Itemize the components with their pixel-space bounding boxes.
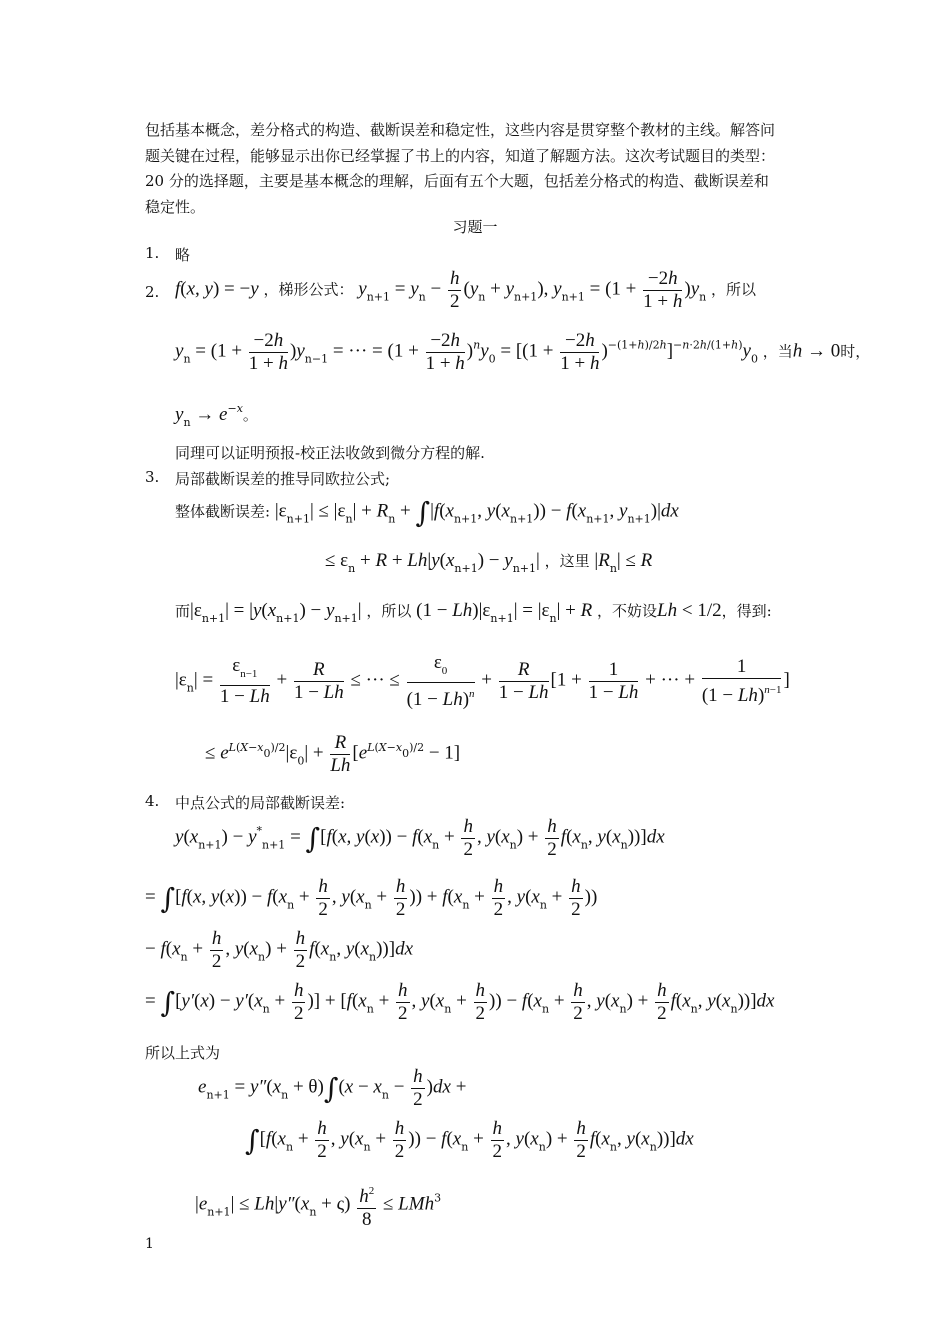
equation-line: 而$|\varepsilon_{n+1}| = |y(x_{n+1}) - y_{n+1}|$ ，所以 $(1 - Lh)|\varepsilon_{n+1}| = |\varepsilon_n| + R$ ，不妨设Lh < 1/2，得到:: [175, 600, 772, 625]
inline-text: ，不妨设: [597, 602, 658, 620]
intro-line: 稳定性。: [145, 197, 206, 216]
inline-text: ，这里: [544, 552, 590, 570]
equation-line: f(x, y) = −y ，梯形公式： $y_{n+1} = y_n$ − $\frac{h}{2}$ $(y_n + y_{n+1})$, $y_{n+1} = (1$ + $\frac{-2h}{1 + h}$ )$y_n$ ，所以: [175, 268, 757, 312]
equation-line: $y_n \to e^{-x}$。: [175, 402, 258, 429]
inline-text: ，当: [762, 342, 793, 361]
equation-line: = $\int[y'(x) - y'(x_n$ + $\frac{h}{2}$ )] + [$f(x_n$ + $\frac{h}{2}$ , $y(x_n$ + $\frac{h}{2}$ )) − $f(x_n$ + $\frac{h}{2}$ , $y(x_n)$ + $\frac{h}{2}$ $f(x_n$, $y(x_n))]dx$: [145, 980, 775, 1024]
equation-line: $|\varepsilon_n|$ = $\frac{\varepsilon_{n-1}}{1 - Lh}$ + $\frac{R}{1 - Lh}$ ≤ ··· ≤ $\frac{\varepsilon_0}{(1 - Lh)^n}$ + $\frac{R}{1 - Lh}$ [1 + $\frac{1}{1 - Lh}$ + ··· + $\frac{1}{(1 - Lh)^{n-1}}$ ]: [175, 652, 790, 710]
intro-line: 包括基本概念，差分格式的构造、截断误差和稳定性，这些内容是贯穿整个教材的主线。解答问: [145, 121, 776, 139]
item-text: 所以上式为: [145, 1044, 221, 1062]
equation-line: $|e_{n+1}| \le Lh|y''(x_n + \varsigma)$ $\frac{h^2}{8}$ ≤ LMh$^3$: [195, 1180, 441, 1231]
item-text: 同理可以证明预报-校正法收敛到微分方程的解.: [175, 444, 485, 462]
intro-line: 题关键在过程，能够显示出你已经掌握了书上的内容，知道了解题方法。这次考试题目的类型：: [145, 146, 776, 165]
item-number: 2.: [145, 283, 160, 301]
equation-line: ≤ $e^{L(X-x_0)/2}|\varepsilon_0|$ + $\frac{R}{Lh}$ $[e^{L(X-x_0)/2} - 1]$: [205, 732, 461, 776]
item-text: 中点公式的局部截断误差:: [175, 794, 346, 812]
equation-line: $y(x_{n+1}) - y^*_{n+1} = \int[f(x$, $y(x)) - f(x_n$ + $\frac{h}{2}$ , $y(x_n)$ + $\frac{h}{2}$ $f(x_n$, $y(x_n))]dx$: [175, 816, 665, 860]
intro-paragraph: [145, 118, 810, 220]
inline-text: 而: [175, 602, 191, 620]
equation-line: = ∫[f(x, $y(x)) - f(x_n$ + $\frac{h}{2}$ , $y(x_n$ + $\frac{h}{2}$ )) + $f(x_n$ + $\frac{h}{2}$ , $y(x_n$ + $\frac{h}{2}$ )): [145, 876, 598, 920]
inline-text: 。: [242, 406, 258, 424]
section-title: 习题一: [452, 218, 498, 236]
equation-line: − $f(x_n$ + $\frac{h}{2}$ , $y(x_n)$ + $\frac{h}{2}$ $f(x_n$, $y(x_n))]dx$: [145, 928, 414, 972]
inline-text: ，所以: [711, 280, 757, 299]
item-number: 3.: [145, 468, 160, 486]
equation-line: $e_{n+1} = y''(x_n + \theta)\int(x - x_n$ − $\frac{h}{2}$ )dx +: [198, 1066, 467, 1110]
item-text: 略: [175, 246, 191, 264]
item-number: 4.: [145, 792, 160, 810]
equation-line: ≤ $\varepsilon_n + R + Lh|y(x_{n+1}) - y_{n+1}|$ ，这里 $|R_n| \le R$: [325, 550, 653, 575]
item-number: 1.: [145, 244, 160, 262]
inline-text: ，所以: [366, 602, 412, 620]
intro-line: 20 分的选择题，主要是基本概念的理解，后面有五个大题，包括差分格式的构造、截断误差和: [145, 172, 769, 190]
inline-text: 时，: [840, 342, 871, 361]
inline-text: ，梯形公式：: [263, 280, 354, 299]
equation-line: $\int[f(x_n$ + $\frac{h}{2}$ , $y(x_n$ + $\frac{h}{2}$ )) − $f(x_n$ + $\frac{h}{2}$ , $y(x_n)$ + $\frac{h}{2}$ $f(x_n$, $y(x_n))]dx$: [245, 1118, 694, 1162]
page-number: 1: [145, 1236, 154, 1252]
equation-line: 整体截断误差: $|\varepsilon_{n+1}| \le |\varepsilon_n| + R_n + \int|f(x_{n+1}$, $y(x_{n+1})) - f(x_{n+1}$, $y_{n+1})|dx$: [175, 496, 679, 529]
item-text: 局部截断误差的推导同欧拉公式;: [175, 470, 391, 488]
equation-line: $y_n = (1$ + $\frac{-2h}{1 + h}$ )$y_{n-1}$ = ··· = (1 + $\frac{-2h}{1 + h}$ )$^ny_0 = [(1$ + $\frac{-2h}{1 + h}$ )$^{-(1+h)/2h}]^{-n\cdot 2h/(1+h)}y_0$ ，当h → 0时，: [175, 330, 871, 374]
inline-text: 整体截断误差:: [175, 502, 271, 521]
inline-text: ，得到:: [721, 602, 772, 620]
